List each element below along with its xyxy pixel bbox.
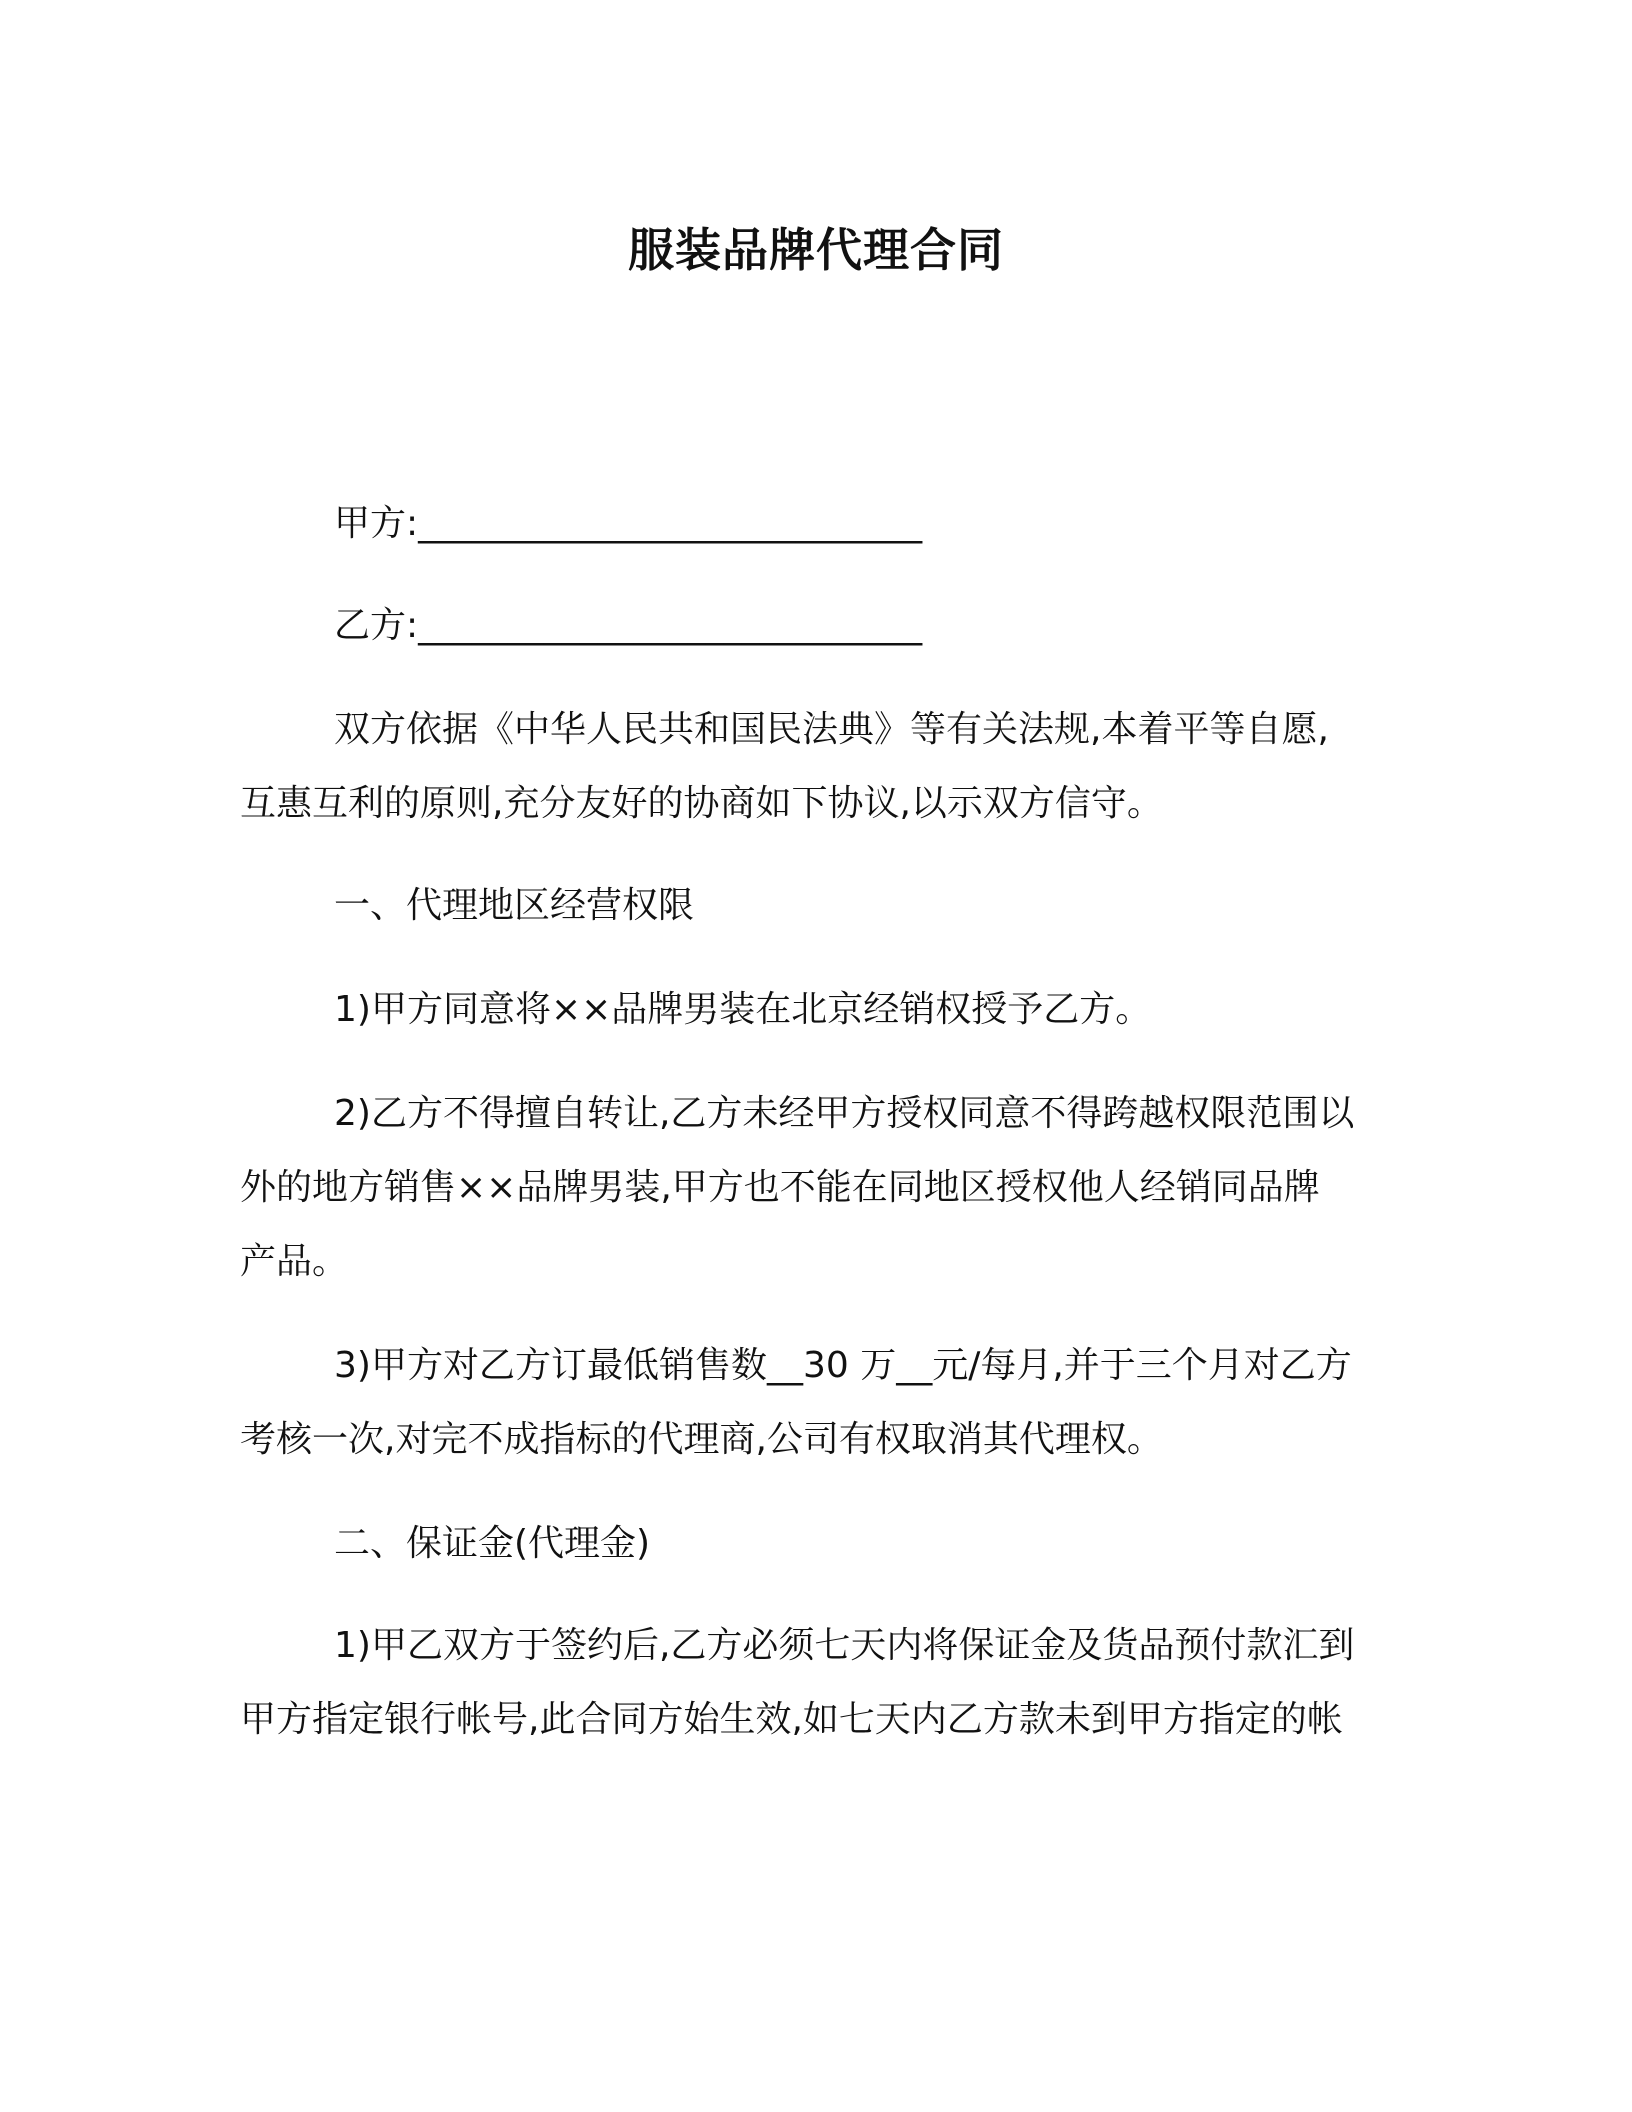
section-heading: 二、保证金(代理金) — [334, 1523, 651, 1564]
paragraph-line: 1)甲方同意将××品牌男装在北京经销权授予乙方。 — [334, 989, 1152, 1030]
paragraph-line: 1)甲乙双方于签约后,乙方必须七天内将保证金及货品预付款汇到 — [334, 1625, 1355, 1666]
paragraph-line: 外的地方销售××品牌男装,甲方也不能在同地区授权他人经销同品牌 — [240, 1167, 1320, 1208]
paragraph-line: 甲方指定银行帐号,此合同方始生效,如七天内乙方款未到甲方指定的帐 — [240, 1699, 1343, 1740]
paragraph-line: 2)乙方不得擅自转让,乙方未经甲方授权同意不得跨越权限范围以 — [334, 1093, 1355, 1134]
paragraph-line: 3)甲方对乙方订最低销售数__30 万__元/每月,并于三个月对乙方 — [334, 1345, 1352, 1386]
paragraph-line: 互惠互利的原则,充分友好的协商如下协议,以示双方信守。 — [240, 783, 1163, 824]
paragraph-line: 双方依据《中华人民共和国民法典》等有关法规,本着平等自愿, — [334, 709, 1329, 750]
party-a-line: 甲方:____________________________ — [334, 503, 923, 544]
party-b-line: 乙方:____________________________ — [334, 605, 923, 646]
document-title: 服装品牌代理合同 — [628, 223, 1004, 277]
paragraph-line: 产品。 — [240, 1241, 349, 1282]
section-heading: 一、代理地区经营权限 — [334, 885, 695, 926]
paragraph-line: 考核一次,对完不成指标的代理商,公司有权取消其代理权。 — [240, 1419, 1163, 1460]
